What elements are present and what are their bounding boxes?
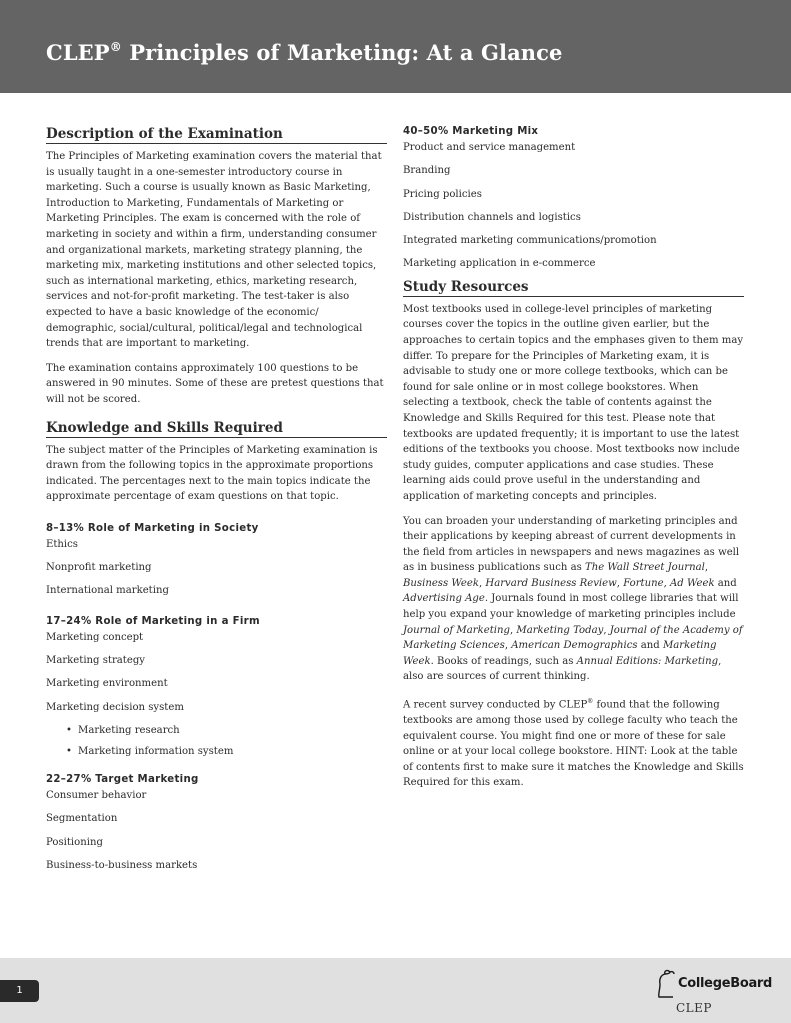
list-item: Business-to-business markets [46,859,198,871]
list-item: Marketing application in e-commerce [403,258,596,270]
bullet-icon: • [66,724,72,736]
category-firm-title: 17–24% Role of Marketing in a Firm [46,615,260,627]
list-item: Marketing strategy [46,655,145,667]
category-mix-title: 40–50% Marketing Mix [403,126,539,137]
knowledge-paragraph: The subject matter of the Principles of Marketing examination is drawn from the following topics in the approximate proportions indicated. The percentages next to the main topics indicate the approximate percentage of exam questions on that topic. [46,444,378,503]
sub-list-item: • Marketing research [66,724,180,736]
brand-name: CollegeBoard [678,976,773,991]
study-heading: Study Resources [403,279,744,297]
description-paragraph-2: The examination contains approximately 100 questions to be answered in 90 minutes. Some of these are pretest questions that will not be scored. [46,362,384,405]
list-item: Marketing concept [46,631,144,643]
collegeboard-logo [657,966,773,998]
study-paragraph-1: Most textbooks used in college-level principles of marketing courses cover the topics in the outline given earlier, but the approaches to certain topics and the emphases given to them may differ. To prepare for the Principles of Marketing exam, it is advisable to study one or more college textbooks, which can be found for sale online or in most college bookstores. When selecting a textbook, check the table of contents against the Knowledge and Skills Required for this test. Please note that textbooks are updated frequently; it is important to use the latest editions of the textbooks you choose. Most textbooks now include study guides, computer applications and case studies. These learning aids could prove useful in the understanding and application of marketing concepts and principles. [403,303,744,502]
list-item: Segmentation [46,813,118,825]
list-item: Marketing environment [46,678,168,690]
list-item: Pricing policies [403,188,482,200]
left-column [46,126,387,882]
page-header [0,0,791,93]
acorn-icon [657,968,679,998]
list-item: Consumer behavior [46,789,147,801]
right-column [403,126,744,800]
study-paragraph-3: A recent survey conducted by CLEP® found that the following textbooks are among those used by college faculty who teach the equivalent course. You might find one or more of these for sale online or at your local college bookstore. HINT: Look at the table of contents first to make sure it matches the Knowledge and Skills Required for this exam. [403,698,744,789]
bullet-icon: • [66,745,72,757]
clep-program-label: CLEP [676,1001,712,1015]
knowledge-heading: Knowledge and Skills Required [46,420,387,438]
list-item: Distribution channels and logistics [403,211,581,223]
page-title: CLEP® Principles of Marketing: At a Glance [46,40,563,65]
description-paragraph-1: The Principles of Marketing examination covers the material that is usually taught in a one-semester introductory course in marketing. Such a course is usually known as Basic Marketing, Introduction to Marketing, Fundamentals of Marketing or Marketing Principles. The exam is concerned with the role of marketing in society and within a firm, understanding consumer and organizational markets, marketing strategy planning, the marketing mix, marketing institutions and other selected topics, such as international marketing, ethics, marketing research, services and not-for-profit marketing. The test-taker is also expected to have a basic knowledge of the economic/ demographic, social/cultural, political/legal and technological trends that are important to marketing. [46,151,382,350]
list-item: Product and service management [403,142,576,153]
list-item: Nonprofit marketing [46,562,152,574]
list-item: Integrated marketing communications/promotion [403,235,657,247]
list-item: Branding [403,165,451,177]
firm-sub-list [46,724,387,766]
category-society-title: 8–13% Role of Marketing in Society [46,522,259,534]
list-item: Positioning [46,836,103,848]
list-item: International marketing [46,585,169,597]
list-item: Marketing decision system [46,701,184,713]
category-target-title: 22–27% Target Marketing [46,773,199,785]
study-paragraph-2: You can broaden your understanding of marketing principles and their applications by keeping abreast of current developments in the field from articles in newspapers and news magazines as well as in business publications such as The Wall Street Journal, Business Week, Harvard Business Review, Fortune, Ad Week and Advertising Age. Journals found in most college libraries that will help you expand your knowledge of marketing principles include Journal of Marketing, Marketing Today, Journal of the Academy of Marketing Sciences, American Demographics and Marketing Week. Books of readings, such as Annual Editions: Marketing, also are sources of current thinking. [403,515,743,683]
page-number: 1 [0,980,39,1002]
description-heading: Description of the Examination [46,126,387,144]
sub-list-item: • Marketing information system [66,745,234,757]
list-item: Ethics [46,538,78,550]
